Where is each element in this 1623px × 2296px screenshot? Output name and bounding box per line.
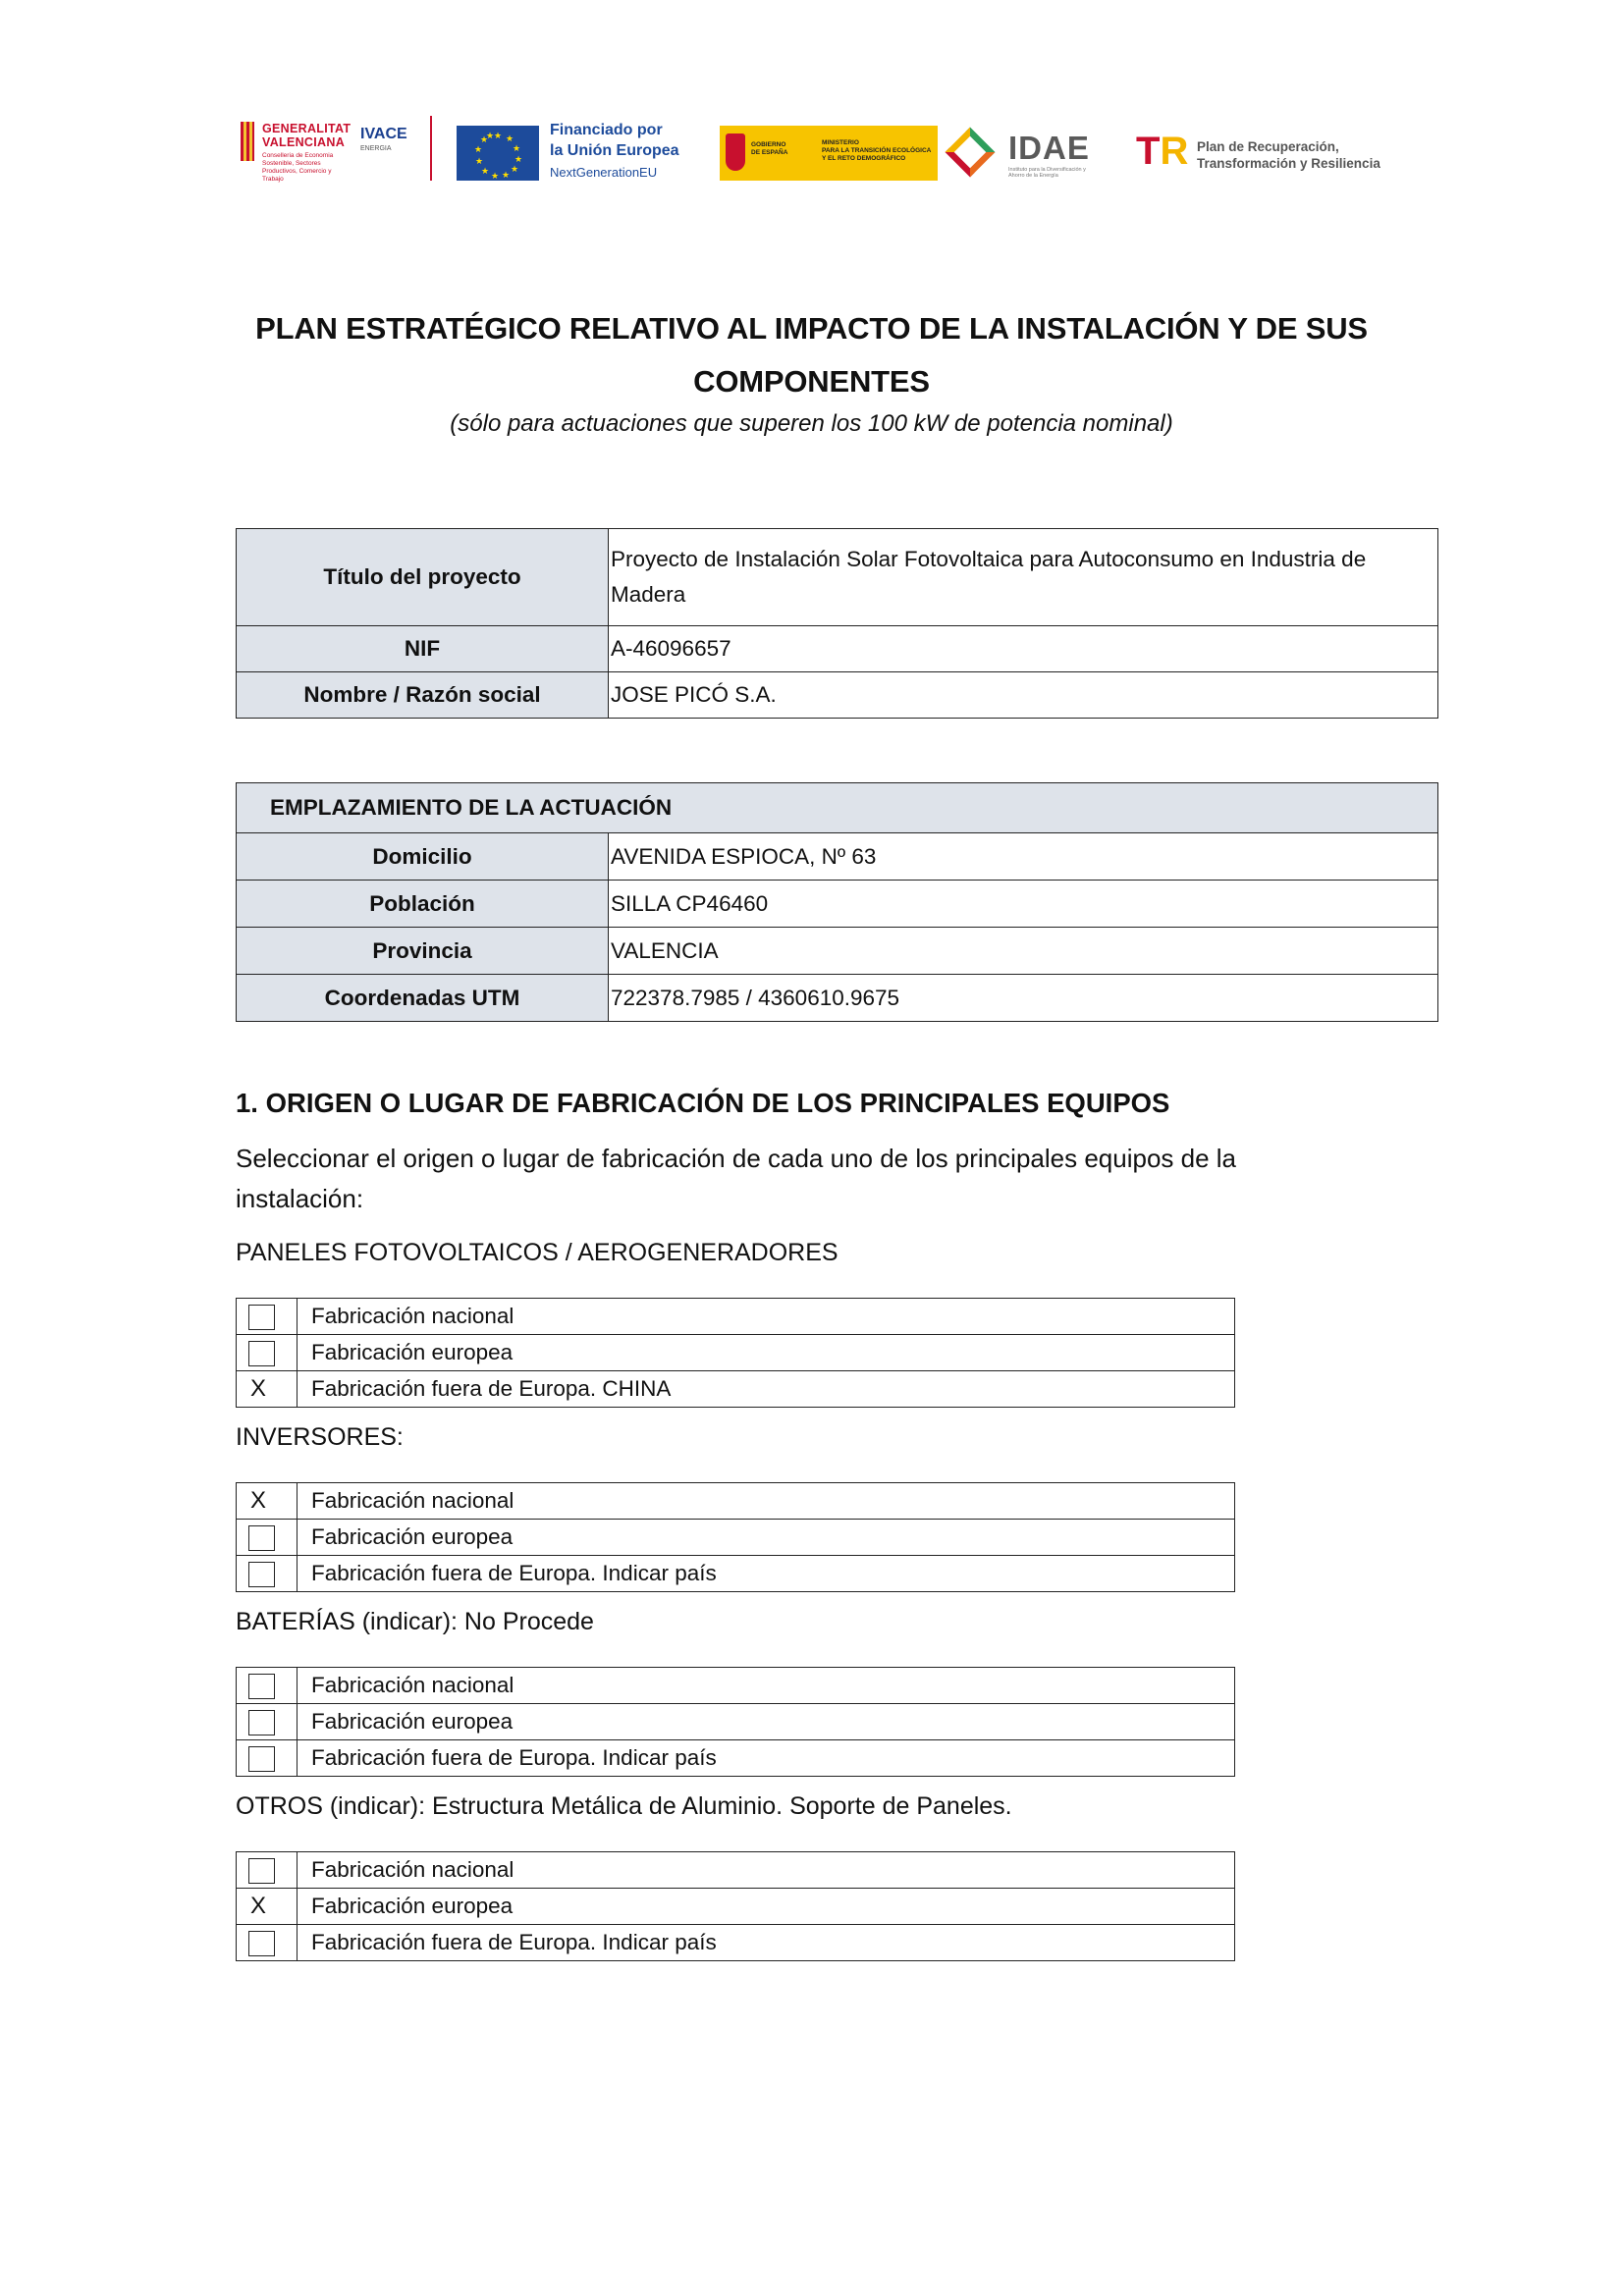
gva-conselleria: Conselleria de Economia Sostenible, Sectores Productivos, Comercio y Trabajo: [262, 152, 334, 183]
idae-sub: Instituto para la Diversificación y Ahorro de la Energía: [1008, 167, 1086, 179]
idae-word: IDAE: [1008, 130, 1090, 166]
project-title-label: Título del proyecto: [237, 529, 609, 626]
checkbox-empty-icon[interactable]: [248, 1525, 275, 1551]
ivace-name: IVACE: [360, 126, 407, 142]
table-row: [237, 529, 1438, 626]
group-title-otros: OTROS (indicar): Estructura Metálica de Aluminio. Soporte de Paneles.: [236, 1792, 1012, 1820]
eu-line3: NextGenerationEU: [550, 165, 658, 180]
eu-line1: Financiado por: [550, 122, 663, 138]
option-label: Fabricación fuera de Europa. Indicar país: [298, 1925, 1235, 1961]
document-subtitle: (sólo para actuaciones que superen los 100 kW de potencia nominal): [450, 410, 1173, 437]
section-heading: 1. ORIGEN O LUGAR DE FABRICACIÓN DE LOS PRINCIPALES EQUIPOS: [236, 1088, 1170, 1118]
poblacion-value: SILLA CP46460: [609, 881, 1438, 928]
gob-right: MINISTERIO PARA LA TRANSICIÓN ECOLÓGICA Y EL RETO DEMOGRÁFICO: [822, 139, 932, 162]
option-label: Fabricación fuera de Europa. Indicar país: [298, 1556, 1235, 1592]
gva-shield-icon: [241, 122, 254, 161]
option-checkbox[interactable]: [237, 1299, 298, 1335]
prtr-line1: Plan de Recuperación,: [1197, 139, 1339, 154]
utm-value: 722378.7985 / 4360610.9675: [609, 975, 1438, 1022]
idae-logo: [946, 124, 1117, 185]
list-item: [237, 1668, 1235, 1704]
option-label: Fabricación fuera de Europa. Indicar país: [298, 1740, 1235, 1777]
checkbox-mark[interactable]: X: [250, 1375, 267, 1402]
document-title: PLAN ESTRATÉGICO RELATIVO AL IMPACTO DE LA INSTALACIÓN Y DE SUS COMPONENTES: [255, 311, 1368, 399]
table-header-row: [237, 783, 1438, 833]
table-row: [237, 833, 1438, 881]
idae-mark-icon: [946, 128, 996, 178]
section-intro: Seleccionar el origen o lugar de fabricación de cada uno de los principales equipos de la instalación:: [236, 1144, 1237, 1213]
provincia-label: Provincia: [237, 928, 609, 975]
checklist-otros: [236, 1851, 1235, 1961]
list-item: [237, 1556, 1235, 1592]
prtr-mark-icon: TR: [1136, 130, 1189, 173]
option-label: Fabricación nacional: [298, 1299, 1235, 1335]
gob-left: GOBIERNO DE ESPAÑA: [751, 141, 788, 156]
provincia-value: VALENCIA: [609, 928, 1438, 975]
option-checkbox[interactable]: [237, 1668, 298, 1704]
checklist-paneles: [236, 1298, 1235, 1408]
table-row: [237, 928, 1438, 975]
option-label: Fabricación nacional: [298, 1668, 1235, 1704]
group-title-baterias: BATERÍAS (indicar): No Procede: [236, 1608, 594, 1635]
eu-flag-icon: ★ ★ ★ ★ ★ ★ ★ ★ ★ ★ ★ ★: [457, 126, 539, 181]
list-item: [237, 1335, 1235, 1371]
option-label: Fabricación nacional: [298, 1852, 1235, 1889]
utm-label: Coordenadas UTM: [237, 975, 609, 1022]
option-checkbox[interactable]: [237, 1483, 298, 1520]
company-name-label: Nombre / Razón social: [237, 672, 609, 719]
option-label: Fabricación fuera de Europa. CHINA: [298, 1371, 1235, 1408]
checkbox-mark[interactable]: X: [250, 1487, 267, 1514]
option-checkbox[interactable]: [237, 1925, 298, 1961]
option-checkbox[interactable]: [237, 1556, 298, 1592]
checkbox-empty-icon[interactable]: [248, 1931, 275, 1956]
checklist-baterias: [236, 1667, 1235, 1777]
eu-funding-logo: [457, 116, 702, 181]
checklist-inversores: [236, 1482, 1235, 1592]
option-checkbox[interactable]: [237, 1852, 298, 1889]
nif-value: A-46096657: [609, 626, 1438, 672]
checkbox-empty-icon[interactable]: [248, 1341, 275, 1366]
checkbox-empty-icon[interactable]: [248, 1674, 275, 1699]
option-label: Fabricación nacional: [298, 1483, 1235, 1520]
checkbox-empty-icon[interactable]: [248, 1746, 275, 1772]
list-item: [237, 1704, 1235, 1740]
checkbox-empty-icon[interactable]: [248, 1710, 275, 1735]
checkbox-empty-icon[interactable]: [248, 1305, 275, 1330]
option-checkbox[interactable]: [237, 1704, 298, 1740]
gva-name: GENERALITAT VALENCIANA: [262, 122, 352, 149]
logo-divider: [430, 116, 432, 181]
option-checkbox[interactable]: [237, 1371, 298, 1408]
company-name-value: JOSE PICÓ S.A.: [609, 672, 1438, 719]
nif-label: NIF: [237, 626, 609, 672]
prtr-line2: Transformación y Resiliencia: [1197, 156, 1380, 171]
location-header: EMPLAZAMIENTO DE LA ACTUACIÓN: [237, 783, 1438, 833]
gobierno-espana-logo: [720, 126, 938, 181]
domicilio-value: AVENIDA ESPIOCA, Nº 63: [609, 833, 1438, 881]
list-item: [237, 1925, 1235, 1961]
project-title-value: Proyecto de Instalación Solar Fotovoltaica para Autoconsumo en Industria de Madera: [609, 529, 1438, 626]
option-checkbox[interactable]: [237, 1520, 298, 1556]
checkbox-empty-icon[interactable]: [248, 1858, 275, 1884]
option-label: Fabricación europea: [298, 1704, 1235, 1740]
list-item: [237, 1520, 1235, 1556]
prtr-logo: [1136, 130, 1401, 190]
checkbox-mark[interactable]: X: [250, 1893, 267, 1919]
option-checkbox[interactable]: [237, 1889, 298, 1925]
table-row: [237, 626, 1438, 672]
list-item: [237, 1740, 1235, 1777]
option-label: Fabricación europea: [298, 1889, 1235, 1925]
list-item: [237, 1889, 1235, 1925]
poblacion-label: Población: [237, 881, 609, 928]
ivace-sub: ENERGIA: [360, 145, 392, 152]
spain-coat-of-arms-icon: [726, 133, 745, 171]
location-table: [236, 782, 1438, 1022]
list-item: [237, 1299, 1235, 1335]
table-row: [237, 881, 1438, 928]
list-item: [237, 1483, 1235, 1520]
eu-line2: la Unión Europea: [550, 142, 679, 159]
option-label: Fabricación europea: [298, 1335, 1235, 1371]
group-title-inversores: INVERSORES:: [236, 1423, 404, 1451]
checkbox-empty-icon[interactable]: [248, 1562, 275, 1587]
option-label: Fabricación europea: [298, 1520, 1235, 1556]
list-item: [237, 1852, 1235, 1889]
generalitat-valenciana-logo: [241, 116, 427, 185]
list-item: [237, 1371, 1235, 1408]
project-table: [236, 528, 1438, 719]
table-row: [237, 672, 1438, 719]
option-checkbox[interactable]: [237, 1335, 298, 1371]
group-title-paneles: PANELES FOTOVOLTAICOS / AEROGENERADORES: [236, 1239, 839, 1266]
domicilio-label: Domicilio: [237, 833, 609, 881]
table-row: [237, 975, 1438, 1022]
option-checkbox[interactable]: [237, 1740, 298, 1777]
logo-bar: [241, 116, 1389, 192]
